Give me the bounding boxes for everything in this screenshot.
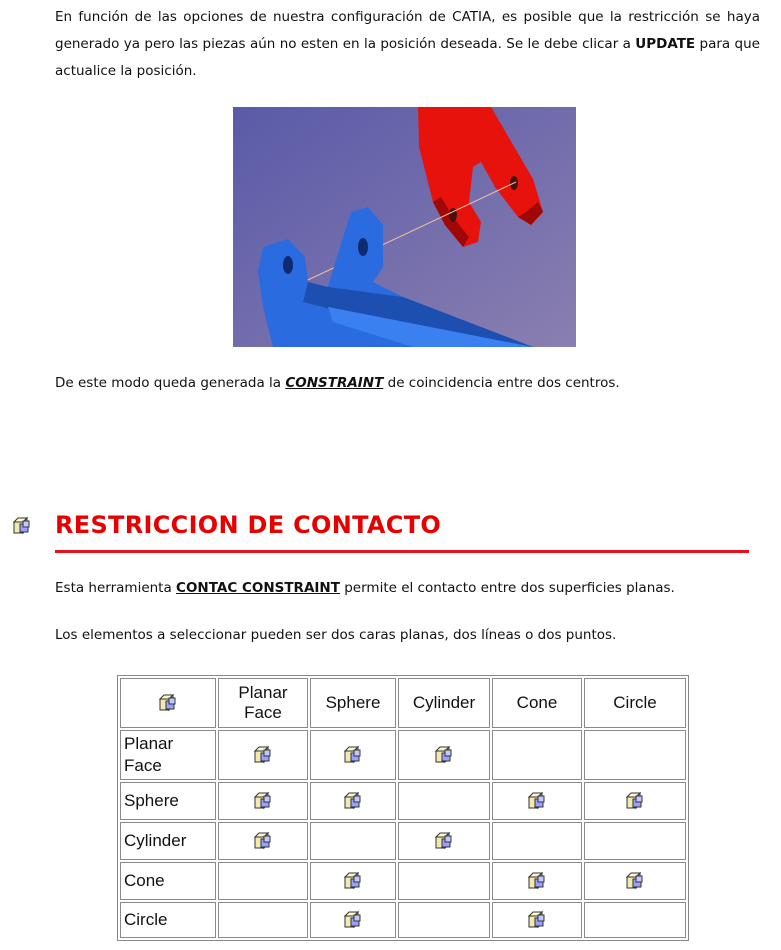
column-header: Circle bbox=[584, 678, 686, 728]
row-label: Planar Face bbox=[120, 730, 216, 780]
tool-text-b: permite el contacto entre dos superficies planas. bbox=[339, 580, 675, 596]
table-corner bbox=[120, 678, 216, 728]
contact-constraint-icon bbox=[343, 791, 363, 810]
table-cell bbox=[310, 862, 396, 900]
contact-constraint-icon bbox=[343, 910, 363, 929]
constraint-paragraph bbox=[55, 370, 620, 397]
update-keyword: UPDATE bbox=[635, 36, 696, 52]
table-cell bbox=[398, 822, 490, 860]
tool-name: CONTAC CONSTRAINT bbox=[176, 580, 340, 596]
table-row bbox=[120, 822, 686, 860]
contact-constraint-icon bbox=[527, 871, 547, 890]
table-cell bbox=[584, 822, 686, 860]
intro-text-a: En función de las opciones de nuestra configuración de CATIA, es posible que la restricción se haya generado ya pero las piezas aún no esten en la posición deseada. Se le debe clicar a bbox=[55, 9, 760, 52]
tool-description bbox=[55, 575, 675, 602]
table-cell bbox=[398, 902, 490, 938]
table-cell bbox=[398, 730, 490, 780]
row-label: Circle bbox=[120, 902, 216, 938]
row-label: Cylinder bbox=[120, 822, 216, 860]
table-cell bbox=[584, 730, 686, 780]
table-cell bbox=[218, 902, 308, 938]
contact-constraint-icon bbox=[253, 791, 273, 810]
table-cell bbox=[310, 730, 396, 780]
section-underline bbox=[55, 550, 749, 553]
column-header: Cone bbox=[492, 678, 582, 728]
column-header: Sphere bbox=[310, 678, 396, 728]
table-cell bbox=[492, 782, 582, 820]
table-cell bbox=[218, 782, 308, 820]
column-header: Planar Face bbox=[218, 678, 308, 728]
contact-constraint-icon bbox=[527, 910, 547, 929]
constraint-text-a: De este modo queda generada la bbox=[55, 375, 286, 391]
table-cell bbox=[492, 862, 582, 900]
contact-constraint-icon bbox=[625, 791, 645, 810]
table-cell bbox=[584, 902, 686, 938]
table-row bbox=[120, 862, 686, 900]
row-label: Sphere bbox=[120, 782, 216, 820]
contact-constraint-icon bbox=[158, 693, 178, 712]
contact-compatibility-table bbox=[117, 675, 689, 941]
contact-constraint-icon bbox=[253, 745, 273, 764]
tool-text-a: Esta herramienta bbox=[55, 580, 177, 596]
contact-constraint-icon bbox=[527, 791, 547, 810]
table-cell bbox=[310, 902, 396, 938]
table-row bbox=[120, 730, 686, 780]
table-cell bbox=[218, 822, 308, 860]
contact-constraint-icon bbox=[253, 831, 273, 850]
table-cell bbox=[584, 862, 686, 900]
contact-constraint-icon bbox=[625, 871, 645, 890]
contact-constraint-icon bbox=[434, 745, 454, 764]
row-label: Cone bbox=[120, 862, 216, 900]
section-title: RESTRICCION DE CONTACTO bbox=[55, 511, 442, 539]
table-cell bbox=[310, 782, 396, 820]
table-row bbox=[120, 902, 686, 938]
contact-constraint-icon bbox=[343, 871, 363, 890]
column-header: Cylinder bbox=[398, 678, 490, 728]
selection-note: Los elementos a seleccionar pueden ser dos caras planas, dos líneas o dos puntos. bbox=[55, 627, 617, 643]
table-cell bbox=[584, 782, 686, 820]
constraint-text-b: de coincidencia entre dos centros. bbox=[383, 375, 620, 391]
table-cell bbox=[492, 822, 582, 860]
table-cell bbox=[492, 730, 582, 780]
table-cell bbox=[218, 862, 308, 900]
assembly-figure bbox=[233, 107, 576, 347]
contact-constraint-icon bbox=[343, 745, 363, 764]
table-cell bbox=[398, 862, 490, 900]
table-cell bbox=[398, 782, 490, 820]
contact-constraint-icon bbox=[434, 831, 454, 850]
table-cell bbox=[310, 822, 396, 860]
table-cell bbox=[492, 902, 582, 938]
intro-paragraph bbox=[55, 4, 760, 85]
catia-assembly-render bbox=[233, 107, 576, 347]
table-row bbox=[120, 782, 686, 820]
intro-text-b: para que actualice la posición. bbox=[55, 36, 760, 79]
constraint-keyword: CONSTRAINT bbox=[285, 375, 384, 391]
table-cell bbox=[218, 730, 308, 780]
contact-constraint-icon bbox=[12, 515, 32, 536]
